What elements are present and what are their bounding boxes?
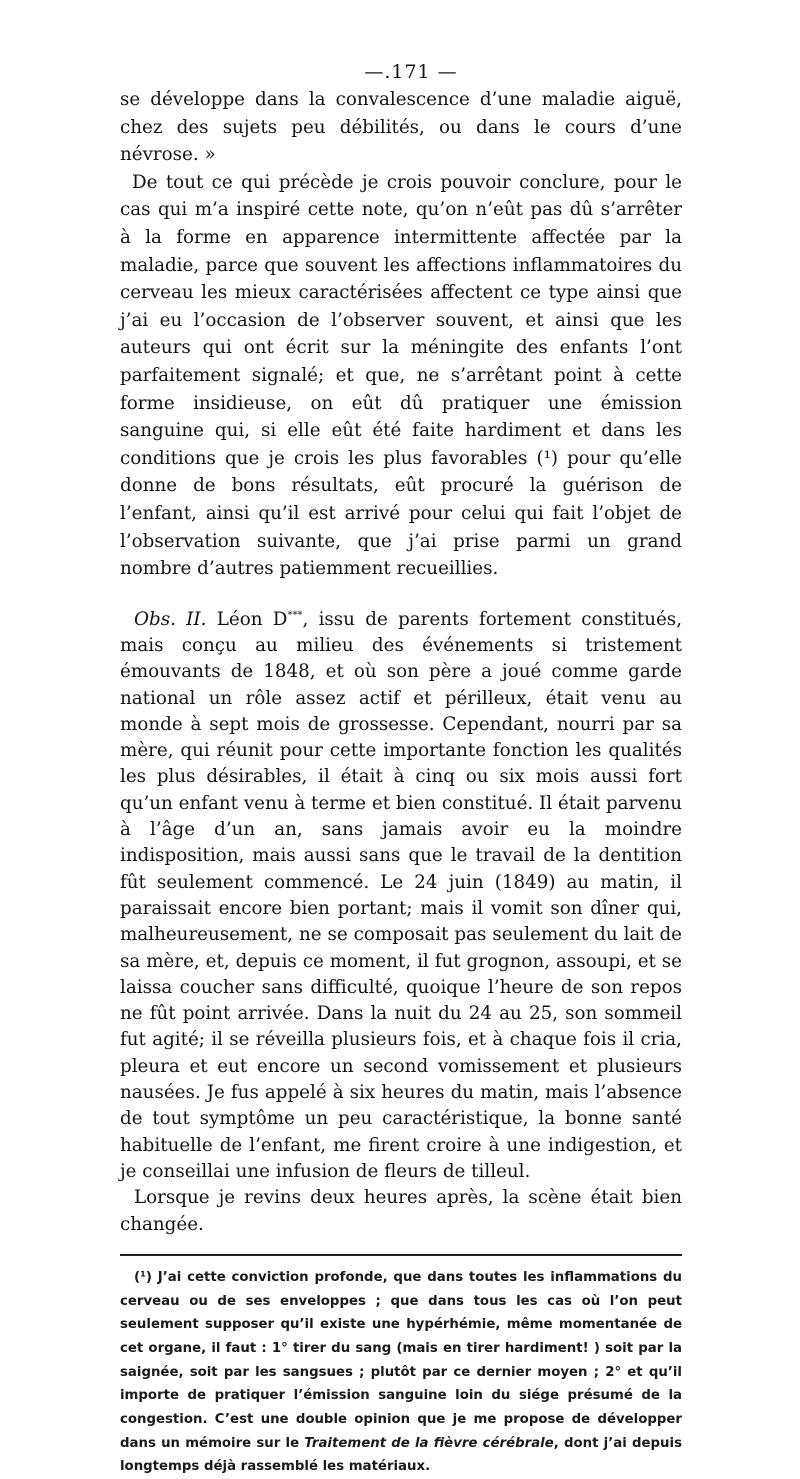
footnote-divider bbox=[120, 1254, 682, 1256]
document-page bbox=[120, 58, 682, 1479]
observation-paragraph bbox=[120, 607, 682, 1186]
observation-text: , issu de parents fortement constitués, mais conçu au milieu des événements si tristement émouvants de 1848, et où son père a joué comme garde national un rôle assez actif et périlleux, était venu au monde à sept mois de grossesse. Cependant, nourri par sa mère, qui réunit pour cette importante fonction les qualités les plus désirables, il était à cinq ou six mois aussi fort qu’un enfant venu à terme et bien constitué. Il était parvenu à l’âge d’un an, sans jamais avoir eu la moindre indisposition, mais aussi sans que le travail de la dentition fût seulement commencé. Le 24 juin (1849) au matin, il paraissait encore bien portant; mais il vomit son dîner qui, malheureusement, ne se composait pas seulement du lait de sa mère, et, depuis ce moment, il fut grognon, assoupi, et se laissa coucher sans difficulté, quoique l’heure de son repos ne fût point arrivée. Dans la nuit du 24 au 25, son sommeil fut agité; il se réveilla plusieurs fois, et à chaque fois il cria, pleura et eut encore un second vomissement et plusieurs nausées. Je fus appelé à six heures du matin, mais l’absence de tout symptôme un peu caractéristique, la bonne santé habituelle de l’enfant, me firent croire à une indigestion, et je conseillai une infusion de fleurs de tilleul. bbox=[120, 608, 683, 1182]
observation-block bbox=[120, 607, 682, 1238]
footnote bbox=[120, 1266, 682, 1479]
main-text bbox=[120, 86, 682, 583]
footnote-text: J’ai cette conviction profonde, que dans toutes les inflammations du cerveau ou de ses enveloppes ; que dans tous les cas où l’on peut seulement supposer qu’il existe une hypérhémie, même momentanée de cet organe, il faut : 1° tirer du sang (mais en tirer hardiment! ) soit par la saignée, soit par les sangsues ; plutôt par ce dernier moyen ; 2° et qu’il importe de pratiquer l’émission sanguine loin du siége présumé de la congestion. C’est une double opinion que je me propose de développer dans un mémoire sur le bbox=[120, 1269, 682, 1451]
observation-last-line: Lorsque je revins deux heures après, la scène était bien changée. bbox=[120, 1187, 682, 1235]
footnote-end: , dont j’ai depuis longtemps déjà rassemblé les matériaux. bbox=[120, 1435, 682, 1475]
patient-name: Léon D bbox=[216, 608, 288, 630]
paragraph-1: se développe dans la convalescence d’une maladie aiguë, chez des sujets peu débilités, ou dans le cours d’une névrose. » bbox=[120, 89, 682, 166]
paragraph-2-text: De tout ce qui précède je crois pouvoir conclure, pour le cas qui m’a inspiré cette note, qu’on n’eût pas dû s’arrêter à la forme en apparence intermittente affectée par la maladie, parce que souvent les affections inflammatoires du cerveau les mieux caractérisées affectent ce type ainsi que j’ai eu l’occasion de l’observer souvent, et ainsi que les auteurs qui ont écrit sur la méningite des enfants l’ont parfaitement signalé; et que, ne s’arrêtant point à cette forme insidieuse, on eût dû pratiquer une émission sanguine qui, si elle eût été faite hardiment et dans les conditions que je crois les plus favorables bbox=[120, 171, 682, 469]
page-number: —.171 — bbox=[364, 61, 458, 83]
footnote-marker: (¹) bbox=[134, 1269, 152, 1285]
paragraph-2 bbox=[120, 169, 682, 583]
paragraph-2-continued: pour qu’elle donne de bons résultats, eût procuré la guérison de l’enfant, ainsi qu’il est arrivé pour celui qui fait l’objet de l’observation suivante, que j’ai prise parmi un grand nombre d’autres patiemment recueillies. bbox=[120, 447, 683, 580]
observation-label: Obs. II. bbox=[134, 608, 207, 630]
footnote-reference: (¹) bbox=[536, 447, 559, 469]
patient-name-asterisks: *** bbox=[287, 609, 303, 621]
footnote-italic-title: Traitement de la fièvre cérébrale bbox=[304, 1435, 554, 1451]
